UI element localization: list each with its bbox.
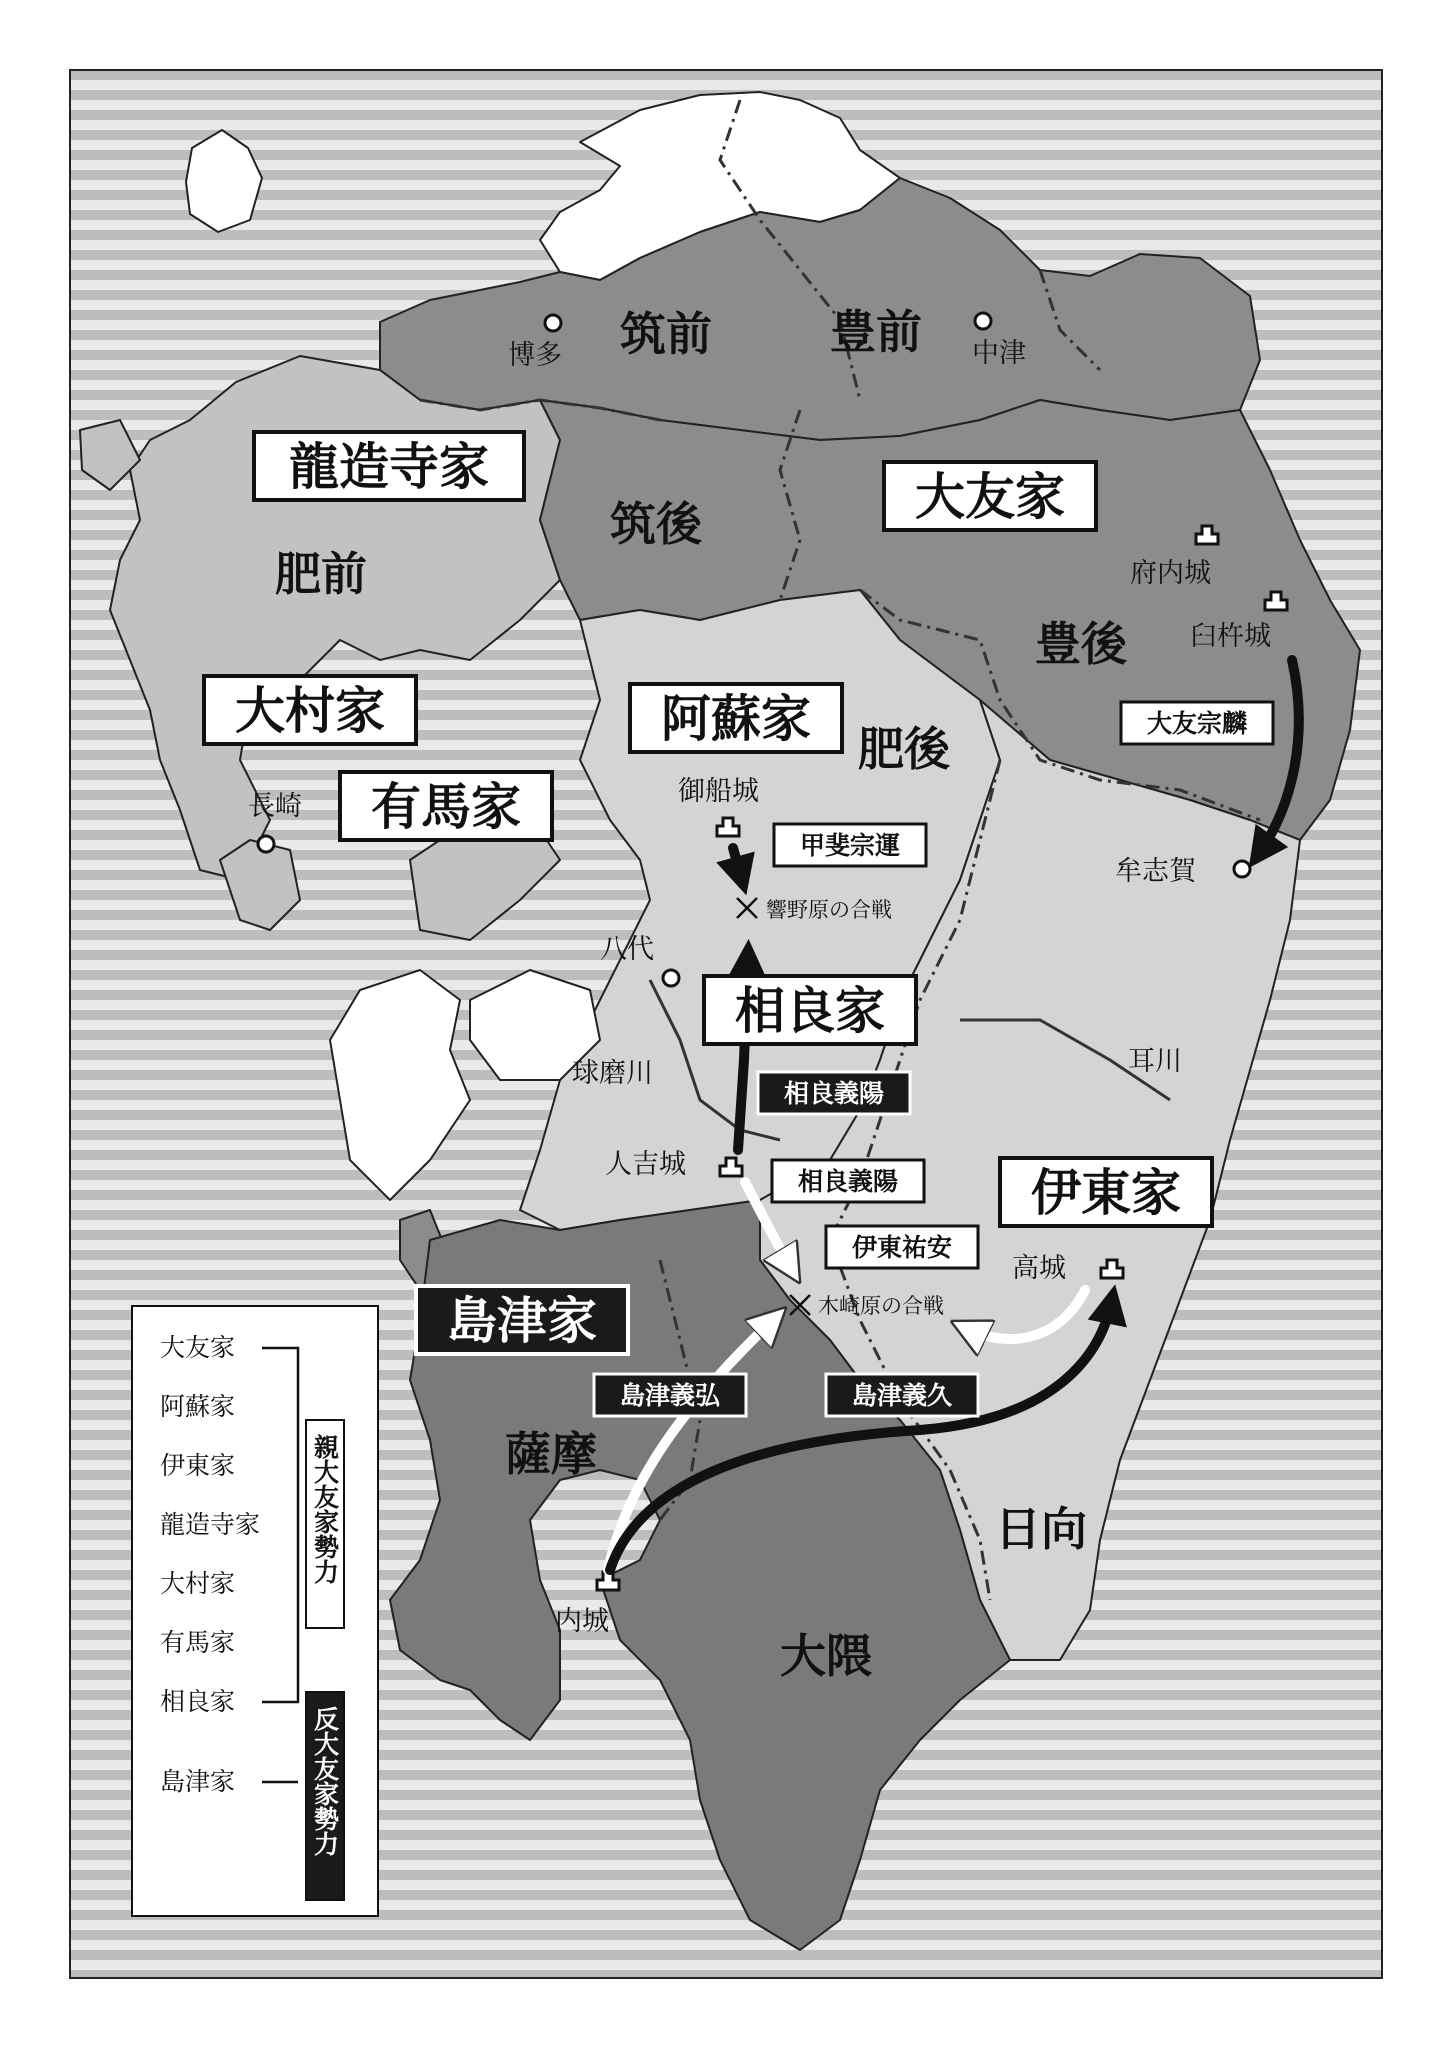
clan-otomo: 大友家 [915, 468, 1065, 526]
province-chikugo: 筑後 [610, 497, 702, 551]
city-usuki: 臼杵城 [1190, 621, 1271, 652]
clan-arima: 有馬家 [371, 778, 521, 836]
province-chikuzen: 筑前 [620, 307, 712, 361]
hakata-marker [545, 315, 561, 331]
clan-otomo-label [884, 462, 1096, 530]
city-funai: 府内城 [1130, 558, 1211, 589]
clan-aso: 阿蘇家 [661, 690, 811, 748]
tag-ito-suketaka [826, 1226, 978, 1268]
clan-ryuzoji-label [254, 432, 524, 500]
province-hizen: 肥前 [275, 547, 367, 601]
tag-shimazu-yoshihisa [826, 1374, 978, 1416]
city-uchijo: 内城 [555, 1606, 609, 1637]
clan-shimazu: 島津家 [447, 1292, 597, 1350]
city-mifune: 御船城 [678, 776, 759, 807]
legend-item: 相良家 [160, 1687, 236, 1716]
tag-sagara-yoshihi-dark [758, 1072, 910, 1114]
tag-shimazu-yoshihiro [594, 1374, 746, 1416]
battle-hibikino: 響野原の合戦 [766, 898, 892, 922]
mushika-marker [1234, 861, 1250, 877]
yatsushiro-marker [663, 970, 679, 986]
city-takajo: 高城 [1012, 1253, 1066, 1284]
province-buzen: 豊前 [830, 305, 922, 359]
city-kumagawa: 球磨川 [572, 1058, 653, 1089]
svg-text:大友宗麟: 大友宗麟 [1146, 709, 1248, 738]
legend-pro-otomo: 親大友家勢力 [310, 1434, 340, 1584]
province-satsuma: 薩摩 [505, 1427, 597, 1481]
clan-omura-label [204, 676, 416, 744]
svg-text:島津義久: 島津義久 [851, 1381, 953, 1410]
tag-otomo-sorin [1121, 702, 1273, 744]
city-yatsushiro: 八代 [600, 934, 654, 965]
nakatsu-marker [975, 313, 991, 329]
legend-item: 龍造寺家 [160, 1510, 261, 1539]
legend-item: 伊東家 [160, 1451, 236, 1480]
svg-text:相良義陽: 相良義陽 [797, 1167, 899, 1196]
clan-ito: 伊東家 [1031, 1164, 1181, 1222]
svg-text:伊東祐安: 伊東祐安 [851, 1233, 953, 1262]
province-osumi: 大隈 [780, 1629, 872, 1683]
svg-text:相良義陽: 相良義陽 [783, 1079, 885, 1108]
nagasaki-marker [258, 836, 274, 852]
clan-ryuzoji: 龍造寺家 [289, 438, 489, 496]
city-hakata: 博多 [508, 340, 562, 371]
clan-omura: 大村家 [235, 682, 385, 740]
clan-aso-label [630, 684, 842, 752]
legend-item: 大友家 [160, 1333, 236, 1362]
legend-item: 島津家 [160, 1767, 236, 1796]
province-bungo: 豊後 [1035, 617, 1127, 671]
province-hyuga: 日向 [995, 1502, 1087, 1556]
svg-text:甲斐宗運: 甲斐宗運 [799, 831, 901, 860]
battle-kizakibaru: 木崎原の合戦 [818, 1294, 944, 1318]
province-higo: 肥後 [858, 722, 950, 776]
clan-sagara: 相良家 [735, 982, 885, 1040]
tag-sagara-yoshihi-light [772, 1160, 924, 1202]
city-nakatsu: 中津 [972, 338, 1026, 369]
city-hitoyoshi: 人吉城 [605, 1149, 686, 1180]
clan-ito-label [1000, 1158, 1212, 1226]
legend-item: 阿蘇家 [160, 1392, 236, 1421]
clan-arima-label [340, 772, 552, 840]
tag-kai-soun [774, 824, 926, 866]
legend-item: 有馬家 [160, 1628, 236, 1657]
city-nagasaki: 長崎 [248, 791, 302, 822]
legend-anti-otomo: 反大友家勢力 [310, 1706, 340, 1856]
clan-shimazu-label [416, 1286, 628, 1354]
city-mimikawa: 耳川 [1128, 1046, 1182, 1077]
city-mushika: 牟志賀 [1115, 856, 1196, 887]
clan-sagara-label [704, 976, 916, 1044]
legend-item: 大村家 [160, 1569, 236, 1598]
svg-text:島津義弘: 島津義弘 [619, 1381, 721, 1410]
legend [132, 1306, 378, 1916]
